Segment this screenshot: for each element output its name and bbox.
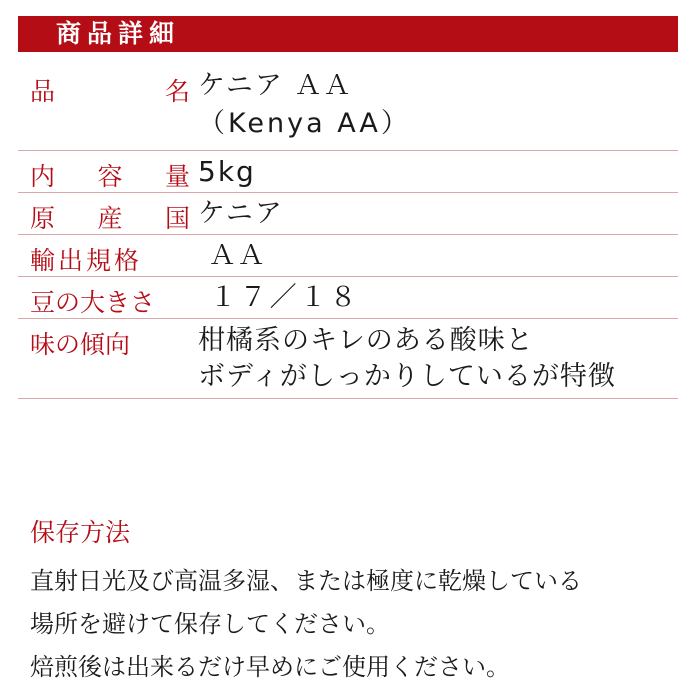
spec-value-origin: ケニア bbox=[198, 198, 284, 229]
spec-label-char: 量 bbox=[164, 162, 190, 191]
header-title: 商品詳細 bbox=[56, 19, 181, 48]
spec-label-char: 国 bbox=[164, 204, 190, 233]
spec-value-export-grade: ＡＡ bbox=[198, 240, 267, 271]
spec-label-char: 品 bbox=[30, 77, 56, 106]
spec-label-origin bbox=[30, 199, 190, 235]
spec-row-taste bbox=[18, 319, 678, 399]
spec-value-taste: 柑橘系のキレのある酸味と bbox=[198, 325, 534, 356]
storage-text-line: 直射日光及び高温多湿、または極度に乾燥している bbox=[30, 567, 582, 595]
spec-label-export-grade: 輸出規格 bbox=[30, 246, 143, 275]
spec-label-bean-size: 豆の大きさ bbox=[30, 288, 156, 317]
spec-label-char: 容 bbox=[97, 162, 123, 191]
spec-row-origin bbox=[18, 193, 678, 235]
spec-value-product-name-english: （Kenya AA） bbox=[198, 108, 411, 139]
spec-value-bean-size: １７／１８ bbox=[198, 282, 360, 313]
storage-title: 保存方法 bbox=[30, 518, 131, 547]
spec-label-capacity bbox=[30, 157, 190, 193]
spec-label-char: 内 bbox=[30, 162, 56, 191]
spec-value-capacity: 5kg bbox=[198, 155, 256, 188]
spec-label-char: 産 bbox=[97, 204, 123, 233]
product-details-header bbox=[18, 16, 678, 52]
spec-row-bean-size bbox=[18, 277, 678, 319]
product-spec-table bbox=[18, 58, 678, 399]
spec-label-product-name bbox=[30, 72, 190, 108]
spec-label-char: 名 bbox=[164, 77, 190, 106]
spec-value-product-name: ケニア ＡＡ bbox=[198, 70, 353, 101]
spec-label-taste: 味の傾向 bbox=[30, 330, 131, 359]
spec-row-export-grade bbox=[18, 235, 678, 277]
storage-text-line: 場所を避けて保存してください。 bbox=[30, 610, 390, 638]
spec-row-product-name bbox=[18, 58, 678, 151]
spec-row-capacity bbox=[18, 151, 678, 193]
spec-label-char: 原 bbox=[30, 204, 56, 233]
spec-value-taste-continued: ボディがしっかりしているが特徴 bbox=[198, 361, 616, 392]
storage-text-line: 焙煎後は出来るだけ早めにご使用ください。 bbox=[30, 653, 510, 681]
